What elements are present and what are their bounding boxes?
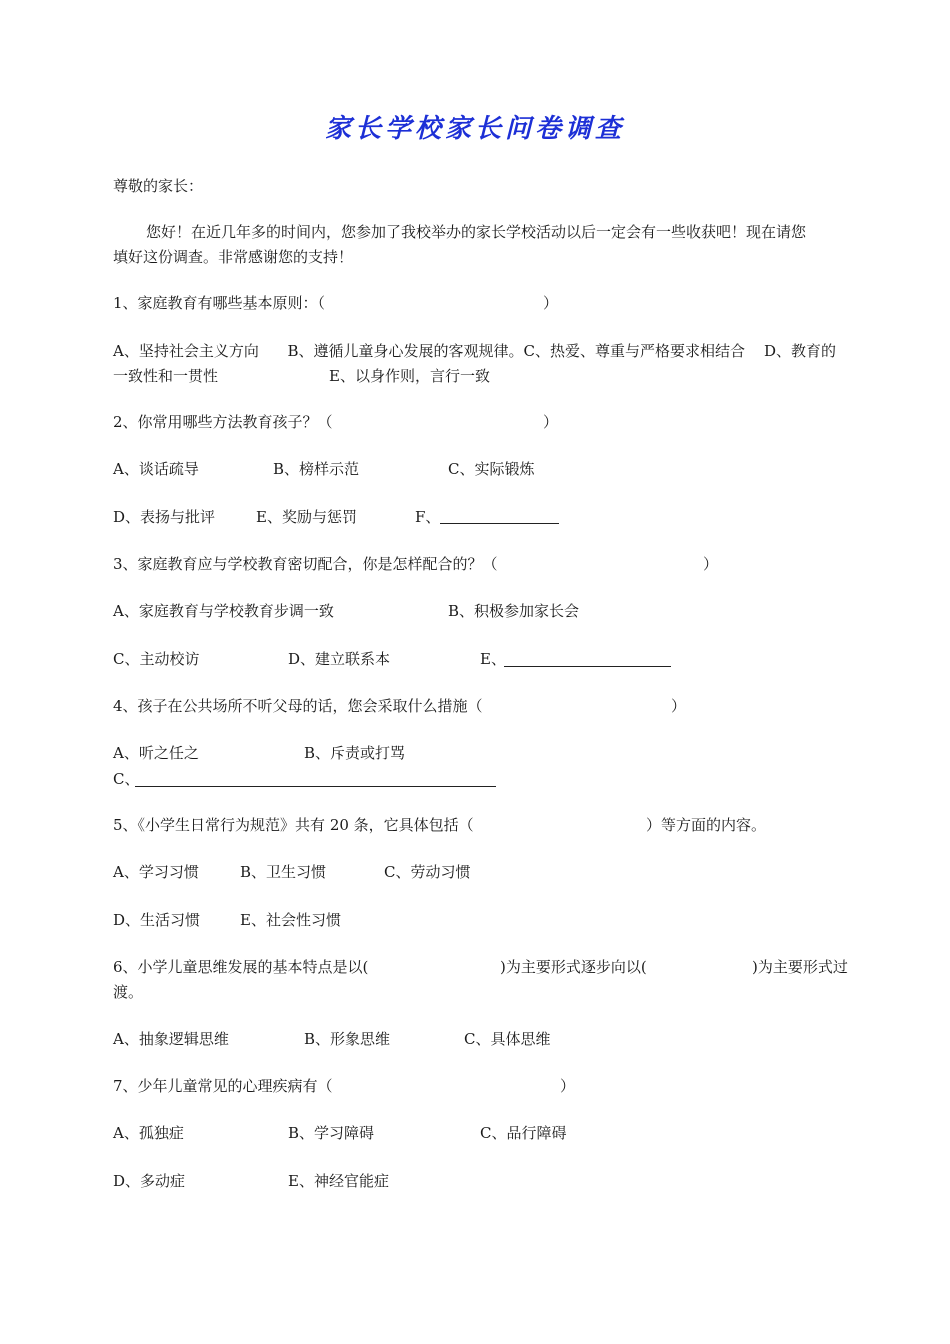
question-6-line-2: 渡。 (113, 983, 144, 1001)
question-5-option-c: C、劳动习惯 (384, 863, 471, 881)
question-5-option-d: D、生活习惯 (113, 911, 201, 929)
question-5-option-b: B、卫生习惯 (240, 863, 327, 881)
question-3-option-b: B、积极参加家长会 (448, 602, 580, 620)
question-3-option-d: D、建立联系本 (288, 650, 391, 668)
question-2-option-b: B、榜样示范 (273, 460, 360, 478)
question-6-option-b: B、形象思维 (304, 1030, 391, 1048)
question-7-option-b: B、学习障碍 (288, 1124, 375, 1142)
question-1-option-d-cont: 一致性和一贯性 (113, 367, 219, 385)
question-6-part-2: )为主要形式逐步向以( (500, 958, 647, 976)
question-3-option-c: C、主动校访 (113, 650, 200, 668)
question-7-option-e: E、神经官能症 (288, 1172, 389, 1190)
intro-line-1: 您好！在近几年多的时间内，您参加了我校举办的家长学校活动以后一定会有一些收获吧！现在请您 (146, 223, 807, 241)
question-2-option-c: C、实际锻炼 (448, 460, 535, 478)
question-2-option-e: E、奖励与惩罚 (256, 508, 357, 526)
question-4-option-a: A、听之任之 (113, 744, 199, 762)
question-3-option-e-blank[interactable] (504, 666, 671, 667)
question-7-close: ） (560, 1077, 576, 1095)
question-2-option-f: F、 (415, 508, 441, 526)
question-6-part-1: 6、小学儿童思维发展的基本特点是以( (113, 958, 369, 976)
question-6-option-a: A、抽象逻辑思维 (113, 1030, 229, 1048)
question-3-option-e: E、 (480, 650, 506, 668)
question-3: 3、家庭教育应与学校教育密切配合，你是怎样配合的？（ (113, 555, 498, 573)
question-2-option-a: A、谈话疏导 (113, 460, 199, 478)
question-2: 2、你常用哪些方法教育孩子？（ (113, 413, 333, 431)
question-1-close: ） (543, 294, 559, 312)
salutation: 尊敬的家长： (113, 177, 204, 195)
question-5: 5、《小学生日常行为规范》共有 20 条，它具体包括（ (113, 816, 474, 834)
question-4-option-b: B、斥责或打骂 (304, 744, 406, 762)
question-6-option-c: C、具体思维 (464, 1030, 551, 1048)
question-7-option-a: A、孤独症 (113, 1124, 184, 1142)
question-4: 4、孩子在公共场所不听父母的话，您会采取什么措施（ (113, 697, 483, 715)
question-5-close: ）等方面的内容。 (646, 816, 767, 834)
question-3-option-a: A、家庭教育与学校教育步调一致 (113, 602, 334, 620)
question-7-option-c: C、品行障碍 (480, 1124, 567, 1142)
question-7: 7、少年儿童常见的心理疾病有（ (113, 1077, 333, 1095)
question-2-option-d: D、表扬与批评 (113, 508, 216, 526)
question-5-option-a: A、学习习惯 (113, 863, 199, 881)
question-2-option-f-blank[interactable] (440, 523, 559, 524)
question-1: 1、家庭教育有哪些基本原则：（ (113, 294, 326, 312)
question-7-option-d: D、多动症 (113, 1172, 186, 1190)
intro-line-2: 填好这份调查。非常感谢您的支持！ (113, 248, 354, 266)
question-4-close: ） (671, 697, 687, 715)
question-6-part-3: )为主要形式过 (752, 958, 848, 976)
question-5-option-e: E、社会性习惯 (240, 911, 341, 929)
question-3-close: ） (703, 555, 719, 573)
question-1-option-e: E、以身作则，言行一致 (329, 367, 490, 385)
question-4-option-c: C、 (113, 770, 140, 788)
question-1-options-line-1: A、坚持社会主义方向 B、遵循儿童身心发展的客观规律。C、热爱、尊重与严格要求相结合 D、教育的 (113, 342, 837, 360)
question-2-close: ） (543, 413, 559, 431)
page-title: 家长学校家长问卷调查 (324, 114, 625, 144)
question-4-option-c-blank[interactable] (135, 786, 496, 787)
